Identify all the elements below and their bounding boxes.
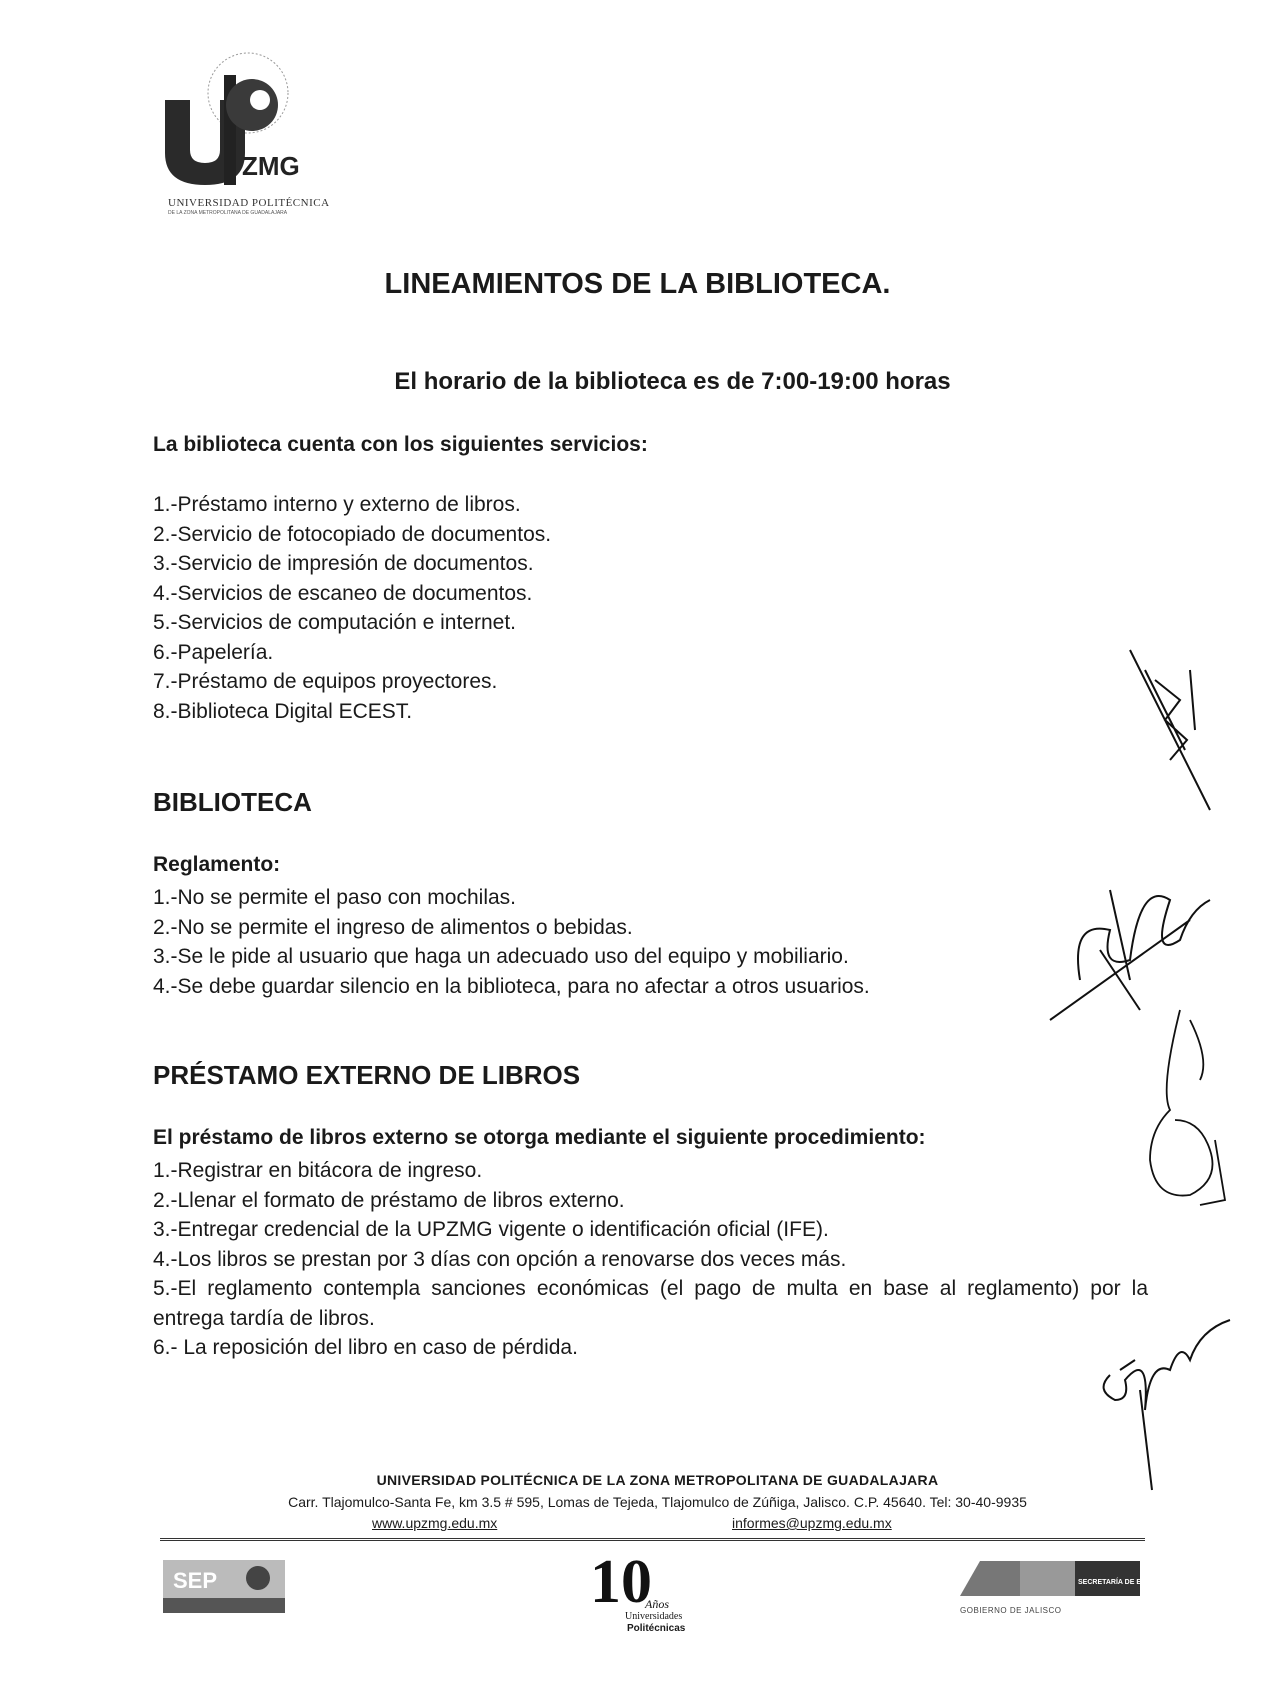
anos-line2: Politécnicas <box>627 1623 686 1634</box>
list-item: 4.-Servicios de escaneo de documentos. <box>153 581 533 605</box>
footer-email-link[interactable]: informes@upzmg.edu.mx <box>732 1515 892 1531</box>
signature-1 <box>1125 640 1220 820</box>
list-item: 2.-Servicio de fotocopiado de documentos. <box>153 522 552 546</box>
schedule-heading: El horario de la biblioteca es de 7:00-19:00 horas <box>394 368 951 395</box>
footer-website-link[interactable]: www.upzmg.edu.mx <box>372 1515 498 1531</box>
jalisco-logo-graphic <box>960 1556 1179 1604</box>
anos-number: 10 <box>590 1548 652 1616</box>
list-item: 4.-Se debe guardar silencio en la biblioteca, para no afectar a otros usuarios. <box>153 974 870 998</box>
education-text: SECRETARÍA DE EDUCACIÓN <box>1078 1579 1179 1586</box>
list-item: 1.-No se permite el paso con mochilas. <box>153 886 516 909</box>
services-intro: La biblioteca cuenta con los siguientes servicios: <box>153 433 648 456</box>
list-item: 3.-Se le pide al usuario que haga un adecuado uso del equipo y mobiliario. <box>153 945 849 968</box>
prestamo-steps-list <box>153 1156 1148 1363</box>
list-item: 2.-Llenar el formato de préstamo de libros externo. <box>153 1188 625 1212</box>
list-item: 6.-Papelería. <box>153 640 274 664</box>
prestamo-intro: El préstamo de libros externo se otorga mediante el siguiente procedimiento: <box>153 1126 926 1149</box>
up-logo-graphic <box>160 45 320 195</box>
signature-3 <box>1130 1000 1240 1220</box>
gobierno-text: GOBIERNO DE JALISCO <box>960 1606 1062 1615</box>
anos-line1: Universidades <box>625 1611 683 1622</box>
prestamo-heading: PRÉSTAMO EXTERNO DE LIBROS <box>153 1060 581 1090</box>
footer-address: Carr. Tlajomulco-Santa Fe, km 3.5 # 595, Lomas de Tejeda, Tlajomulco de Zúñiga, Jalisco. C.P. 45640. Tel: 30-40-9935 <box>288 1494 1027 1510</box>
list-item: 1.-Registrar en bitácora de ingreso. <box>153 1159 483 1182</box>
list-item: 3.-Servicio de impresión de documentos. <box>153 552 534 575</box>
logo-sub-text: ZMG <box>242 151 300 181</box>
anos-word: Años <box>645 1597 669 1611</box>
anos-logo-graphic <box>585 1542 715 1616</box>
list-item: 7.-Préstamo de equipos proyectores. <box>153 670 498 693</box>
list-item: 8.-Biblioteca Digital ECEST. <box>153 699 413 723</box>
list-item: 2.-No se permite el ingreso de alimentos o bebidas. <box>153 915 633 939</box>
logo-line1: UNIVERSIDAD POLITÉCNICA <box>168 197 330 209</box>
footer-divider <box>160 1538 1145 1541</box>
footer-university-name: UNIVERSIDAD POLITÉCNICA DE LA ZONA METROPOLITANA DE GUADALAJARA <box>376 1472 939 1488</box>
list-item: 6.- La reposición del libro en caso de pérdida. <box>153 1336 578 1359</box>
list-item: 1.-Préstamo interno y externo de libros. <box>153 493 521 516</box>
reglamento-label: Reglamento: <box>153 853 281 876</box>
signature-4 <box>1090 1290 1240 1490</box>
list-item: 3.-Entregar credencial de la UPZMG vigente o identificación oficial (IFE). <box>153 1218 829 1241</box>
sep-logo-graphic <box>163 1558 285 1613</box>
sep-logo <box>163 1558 285 1613</box>
logo-line2: DE LA ZONA METROPOLITANA DE GUADALAJARA <box>168 210 288 216</box>
rules-list <box>153 883 870 1001</box>
university-logo <box>160 45 330 220</box>
list-item: 5.-Servicios de computación e internet. <box>153 611 517 634</box>
services-list <box>153 490 551 726</box>
list-item: 4.-Los libros se prestan por 3 días con opción a renovarse dos veces más. <box>153 1247 847 1271</box>
page-title: LINEAMIENTOS DE LA BIBLIOTECA. <box>384 268 891 300</box>
list-item: 5.-El reglamento contempla sanciones económicas (el pago de multa en base al reglamento) por la entrega tardía de libros. <box>153 1277 1148 1330</box>
anos-logo <box>585 1542 715 1650</box>
jalisco-logo <box>960 1556 1179 1616</box>
biblioteca-heading: BIBLIOTECA <box>153 787 312 817</box>
sep-text: SEP <box>173 1568 218 1593</box>
